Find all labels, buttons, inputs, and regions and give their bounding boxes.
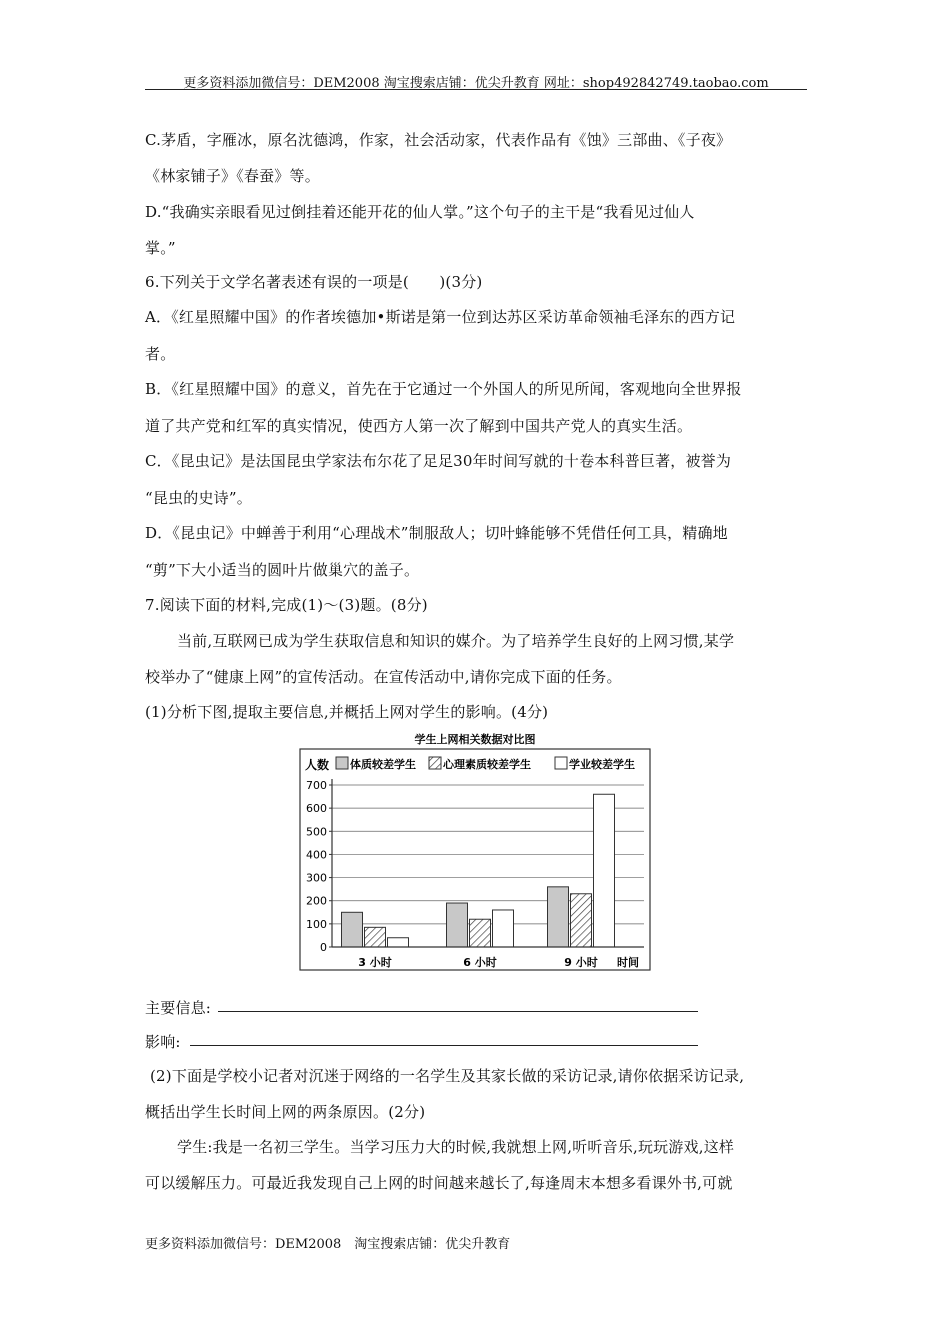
bar <box>447 903 468 947</box>
subquestion-2: (2)下面是学校小记者对沉迷于网络的一名学生及其家长做的采访记录,请你依据采访记录, <box>150 1067 745 1085</box>
interview-line: 学生:我是一名初三学生。当学习压力大的时候,我就想上网,听听音乐,玩玩游戏,这样 <box>177 1138 735 1156</box>
text-line: D.“我确实亲眼看见过倒挂着还能开花的仙人掌。”这个句子的主干是“我看见过仙人 <box>145 203 695 221</box>
text-line: 者。 <box>145 345 176 363</box>
answer-label-info: 主要信息: <box>145 999 212 1017</box>
question-6: 6.下列关于文学名著表述有误的一项是( )(3分) <box>145 273 483 291</box>
bar <box>594 794 615 947</box>
text-line: “昆虫的史诗”。 <box>145 489 252 507</box>
answer-label-impact: 影响: <box>145 1033 181 1051</box>
paragraph-line: 当前,互联网已成为学生获取信息和知识的媒介。为了培养学生良好的上网习惯,某学 <box>177 632 735 650</box>
bar <box>548 887 569 947</box>
bar <box>388 938 409 947</box>
y-tick-label: 200 <box>306 894 327 908</box>
y-tick-label: 600 <box>306 802 327 816</box>
y-tick-label: 0 <box>320 941 327 954</box>
option-c: C．《昆虫记》是法国昆虫学家法布尔花了足足30年时间写就的十卷本科普巨著，被誉为 <box>145 452 732 470</box>
y-tick-label: 500 <box>306 825 327 839</box>
page-footer: 更多资料添加微信号：DEM2008 淘宝搜索店铺：优尖升教育 <box>145 1237 511 1252</box>
bar <box>493 910 514 947</box>
x-tick-label: 3 小时 <box>358 956 392 969</box>
chart-title: 学生上网相关数据对比图 <box>414 733 536 746</box>
x-axis-label: 时间 <box>617 956 639 969</box>
header-rule <box>145 89 807 90</box>
bar <box>365 927 386 947</box>
interview-line: 可以缓解压力。可最近我发现自己上网的时间越来越长了,每逢周末本想多看课外书,可就 <box>145 1174 733 1192</box>
legend-swatch <box>429 757 441 769</box>
legend-swatch <box>555 757 567 769</box>
text-line: 《林家铺子》《春蚕》等。 <box>145 167 320 185</box>
text-line: 概括出学生长时间上网的两条原因。(2分) <box>145 1103 426 1121</box>
x-tick-label: 9 小时 <box>564 956 598 969</box>
text-line: “剪”下大小适当的圆叶片做巢穴的盖子。 <box>145 561 420 579</box>
y-tick-label: 400 <box>306 848 327 862</box>
y-tick-label: 700 <box>306 779 327 792</box>
question-7: 7.阅读下面的材料,完成(1)～(3)题。(8分) <box>145 596 428 614</box>
legend-label: 心理素质较差学生 <box>443 758 531 771</box>
answer-line-info[interactable] <box>218 1011 698 1012</box>
bar <box>342 912 363 947</box>
legend-label: 学业较差学生 <box>569 758 635 771</box>
option-d: D．《昆虫记》中蝉善于利用“心理战术”制服敌人；切叶蜂能够不凭借任何工具，精确地 <box>145 524 728 542</box>
legend-swatch <box>336 757 348 769</box>
bar <box>470 919 491 947</box>
text-line: 掌。” <box>145 239 176 257</box>
option-b: B．《红星照耀中国》的意义，首先在于它通过一个外国人的所见所闻，客观地向全世界报 <box>145 380 742 398</box>
page-header: 更多资料添加微信号：DEM2008 淘宝搜索店铺：优尖升教育 网址：shop492842749.taobao.com <box>183 76 769 91</box>
y-tick-label: 300 <box>306 871 327 885</box>
y-tick-label: 100 <box>306 917 327 931</box>
y-axis-label: 人数 <box>305 758 330 772</box>
legend-label: 体质较差学生 <box>350 758 416 771</box>
option-a: A．《红星照耀中国》的作者埃德加•斯诺是第一位到达苏区采访革命领袖毛泽东的西方记 <box>145 308 736 326</box>
answer-line-impact[interactable] <box>190 1045 698 1046</box>
paragraph-line: 校举办了“健康上网”的宣传活动。在宣传活动中,请你完成下面的任务。 <box>145 668 622 686</box>
x-tick-label: 6 小时 <box>463 956 497 969</box>
text-line: C.茅盾，字雁冰，原名沈德鸿，作家，社会活动家，代表作品有《蚀》三部曲、《子夜》 <box>145 131 732 149</box>
bar <box>571 894 592 947</box>
bar-chart <box>299 728 651 974</box>
text-line: 道了共产党和红军的真实情况，使西方人第一次了解到中国共产党人的真实生活。 <box>145 417 693 435</box>
subquestion-1: (1)分析下图,提取主要信息,并概括上网对学生的影响。(4分) <box>145 703 549 721</box>
